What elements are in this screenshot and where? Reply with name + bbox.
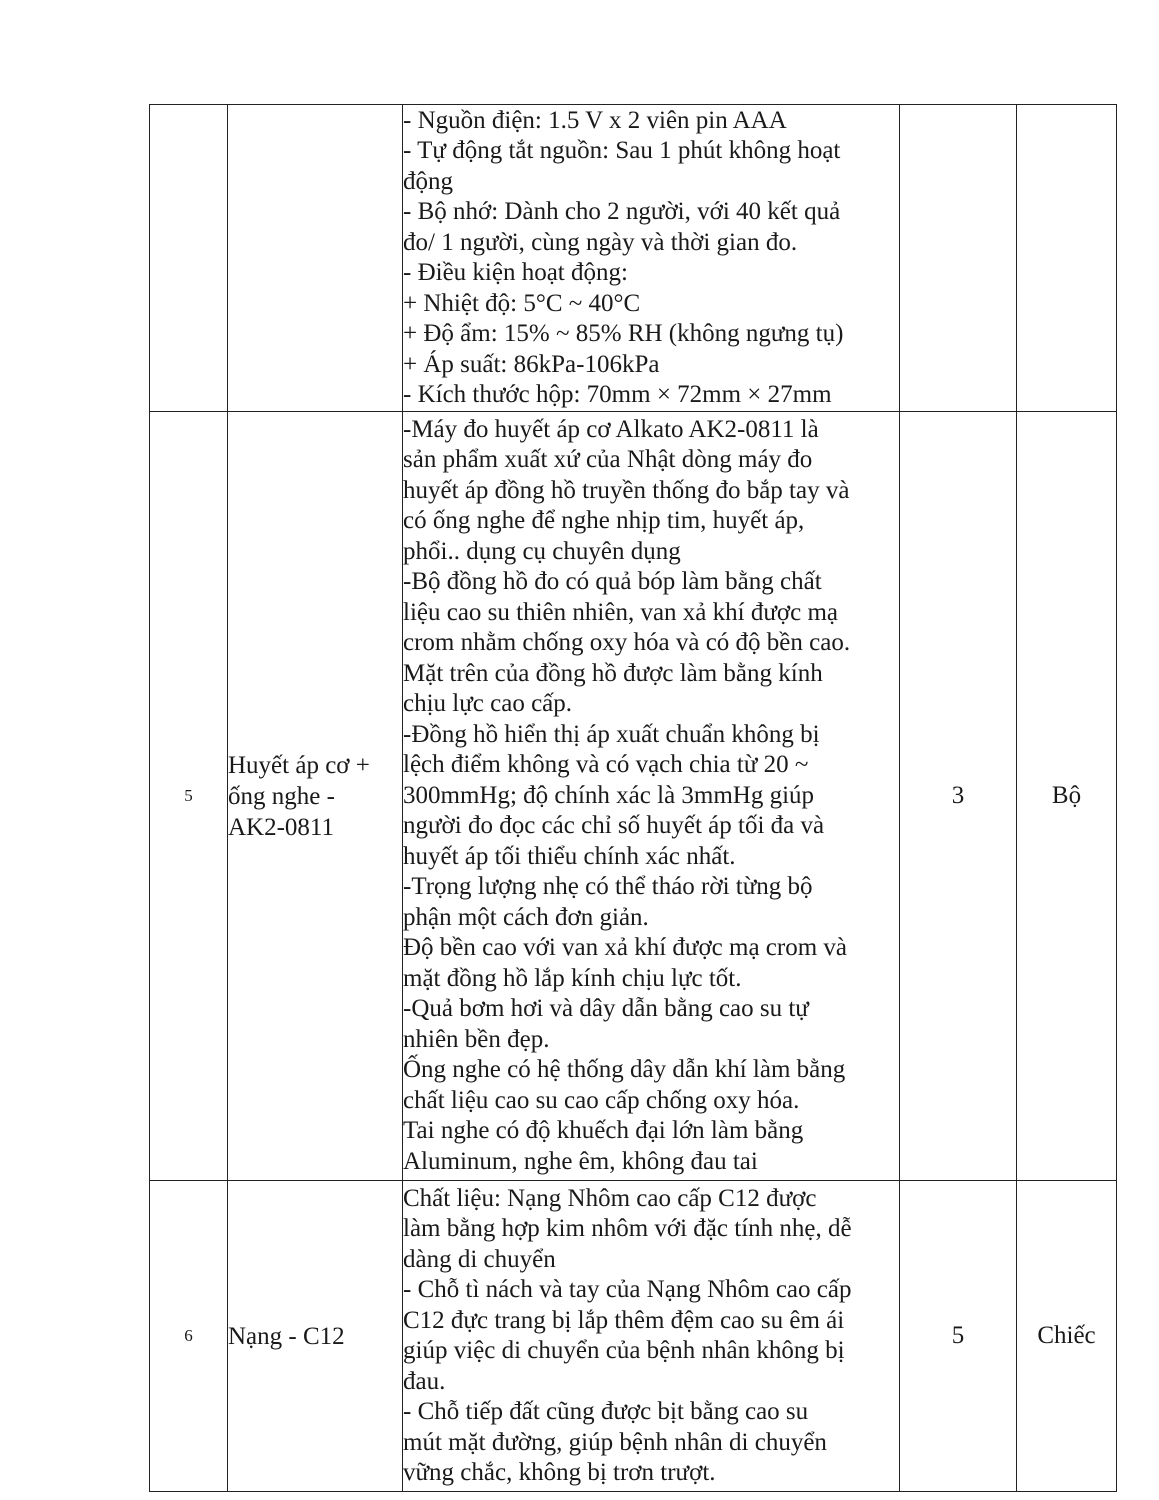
spec-line: người đo đọc các chỉ số huyết áp tối đa và: [403, 812, 825, 840]
quantity-cell: [900, 105, 1017, 412]
item-name-cell: [228, 1181, 403, 1492]
spec-line: Chất liệu: Nạng Nhôm cao cấp C12 được: [403, 1184, 817, 1212]
spec-line: mút mặt đường, giúp bệnh nhân di chuyển: [403, 1428, 827, 1456]
spec-line: - Kích thước hộp: 70mm × 72mm × 27mm: [403, 381, 832, 408]
spec-cell: [403, 105, 900, 412]
spec-line: - Chỗ tiếp đất cũng được bịt bằng cao su: [403, 1398, 809, 1425]
spec-line: giúp việc di chuyển của bệnh nhân không bị: [403, 1337, 845, 1364]
spec-line: Độ bền cao với van xả khí được mạ crom và: [403, 934, 848, 962]
spec-line: phổi.. dụng cụ chuyên dụng: [403, 537, 681, 565]
spec-line: Tai nghe có độ khuếch đại lớn làm bằng: [403, 1117, 804, 1145]
spec-line: huyết áp tối thiểu chính xác nhất.: [403, 842, 736, 870]
table-row: [150, 412, 1117, 1181]
item-name-line: Nạng - C12: [228, 1322, 345, 1350]
spec-line: có ống nghe để nghe nhịp tim, huyết áp,: [403, 507, 805, 535]
spec-line: vững chắc, không bị trơn trượt.: [403, 1459, 716, 1486]
spec-line: + Áp suất: 86kPa-106kPa: [403, 350, 660, 378]
spec-line: crom nhằm chống oxy hóa và có độ bền cao.: [403, 629, 851, 657]
spec-line: -Máy đo huyết áp cơ Alkato AK2-0811 là: [403, 415, 819, 443]
equipment-spec-table: [149, 104, 1117, 1492]
spec-line: sản phẩm xuất xứ của Nhật dòng máy đo: [403, 446, 813, 474]
quantity-cell: 5: [900, 1181, 1017, 1492]
unit-cell: Bộ: [1017, 412, 1117, 1181]
unit-cell: [1017, 105, 1117, 412]
spec-line: liệu cao su thiên nhiên, van xả khí được mạ: [403, 598, 838, 626]
item-name-line: AK2-0811: [228, 813, 335, 841]
spec-line: động: [403, 167, 453, 195]
spec-line: mặt đồng hồ lắp kính chịu lực tốt.: [403, 964, 742, 992]
spec-line: chịu lực cao cấp.: [403, 690, 573, 718]
spec-line: nhiên bền đẹp.: [403, 1025, 550, 1053]
spec-line: -Đồng hồ hiển thị áp xuất chuẩn không bị: [403, 720, 820, 748]
row-number-cell: [150, 105, 228, 412]
item-name-line: ống nghe -: [228, 782, 335, 810]
spec-line: - Bộ nhớ: Dành cho 2 người, với 40 kết quả: [403, 198, 841, 225]
spec-line: phận một cách đơn giản.: [403, 903, 649, 931]
item-name-line: Huyết áp cơ +: [228, 751, 370, 779]
row-number-cell: 5: [150, 412, 228, 1181]
spec-line: huyết áp đồng hồ truyền thống đo bắp tay và: [403, 476, 850, 504]
quantity-cell: 3: [900, 412, 1017, 1181]
spec-line: Mặt trên của đồng hồ được làm bằng kính: [403, 659, 823, 687]
unit-cell: Chiếc: [1017, 1181, 1117, 1492]
spec-line: Aluminum, nghe êm, không đau tai: [403, 1147, 758, 1175]
spec-line: - Tự động tắt nguồn: Sau 1 phút không hoạt: [403, 137, 841, 164]
spec-line: 300mmHg; độ chính xác là 3mmHg giúp: [403, 781, 815, 809]
spec-line: làm bằng hợp kim nhôm với đặc tính nhẹ, dễ: [403, 1215, 852, 1242]
spec-cell: [403, 1181, 900, 1492]
item-name-cell: [228, 105, 403, 412]
spec-line: lệch điểm không và có vạch chia từ 20 ~: [403, 751, 809, 779]
spec-line: - Nguồn điện: 1.5 V x 2 viên pin AAA: [403, 106, 787, 134]
spec-line: đau.: [403, 1367, 446, 1395]
spec-line: C12 đực trang bị lắp thêm đệm cao su êm ái: [403, 1306, 845, 1334]
spec-line: - Điều kiện hoạt động:: [403, 259, 628, 286]
item-name-cell: [228, 412, 403, 1181]
spec-line: -Trọng lượng nhẹ có thể tháo rời từng bộ: [403, 873, 813, 901]
spec-cell: [403, 412, 900, 1181]
spec-line: - Chỗ tì nách và tay của Nạng Nhôm cao cấp: [403, 1276, 852, 1303]
spec-line: dàng di chuyển: [403, 1245, 556, 1273]
spec-line: + Nhiệt độ: 5°C ~ 40°C: [403, 289, 641, 317]
table-row: [150, 105, 1117, 412]
table-row: [150, 1181, 1117, 1492]
spec-line: -Quả bơm hơi và dây dẫn bằng cao su tự: [403, 995, 809, 1023]
spec-line: chất liệu cao su cao cấp chống oxy hóa.: [403, 1086, 800, 1114]
row-number-cell: 6: [150, 1181, 228, 1492]
spec-line: + Độ ẩm: 15% ~ 85% RH (không ngưng tụ): [403, 320, 844, 347]
spec-line: Ống nghe có hệ thống dây dẫn khí làm bằng: [403, 1056, 846, 1084]
spec-line: đo/ 1 người, cùng ngày và thời gian đo.: [403, 228, 798, 256]
spec-line: -Bộ đồng hồ đo có quả bóp làm bằng chất: [403, 568, 822, 596]
